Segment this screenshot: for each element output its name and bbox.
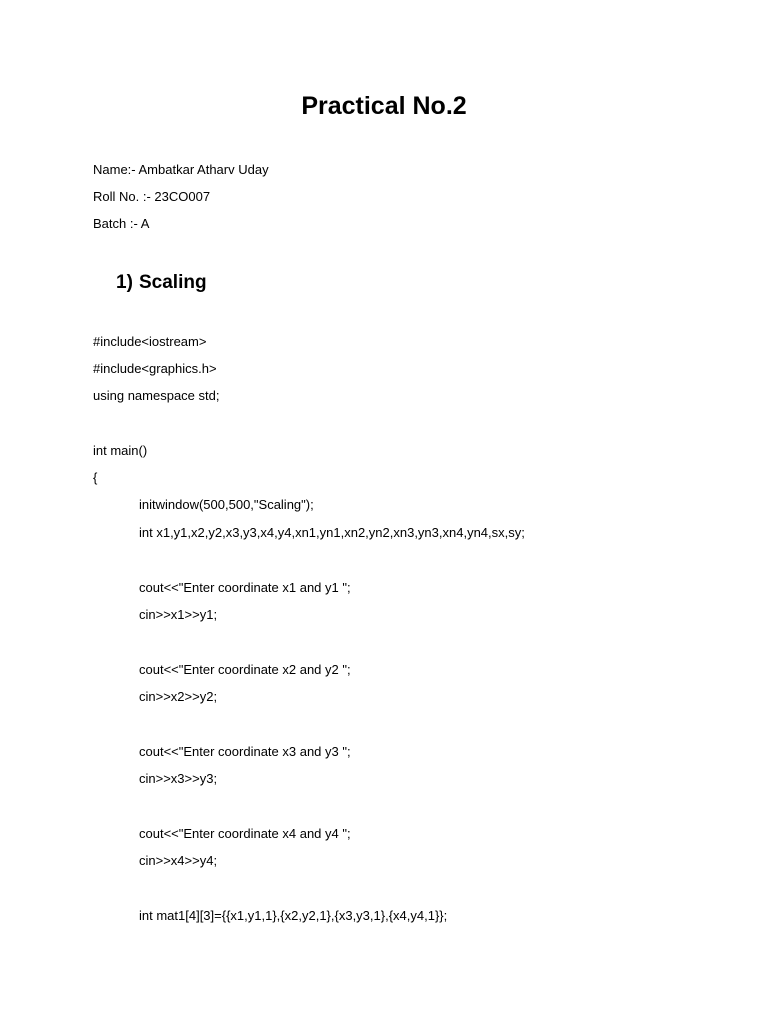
section-heading	[116, 271, 207, 295]
section-number: 1)	[116, 272, 133, 293]
code-line: cout<<"Enter coordinate x3 and y3 ";	[139, 744, 351, 759]
code-line: cin>>x1>>y1;	[139, 607, 218, 622]
code-line: {	[93, 470, 98, 485]
code-line: int mat1[4][3]={{x1,y1,1},{x2,y2,1},{x3,y3,1},{x4,y4,1}};	[139, 908, 448, 923]
roll-number: Roll No. :- 23CO007	[93, 189, 211, 204]
code-line: #include<graphics.h>	[93, 361, 217, 376]
code-line: int x1,y1,x2,y2,x3,y3,x4,y4,xn1,yn1,xn2,yn2,xn3,yn3,xn4,yn4,sx,sy;	[139, 525, 525, 540]
code-line: cin>>x3>>y3;	[139, 771, 218, 786]
code-line: cout<<"Enter coordinate x1 and y1 ";	[139, 580, 351, 595]
code-line: cout<<"Enter coordinate x4 and y4 ";	[139, 826, 351, 841]
code-line: cin>>x2>>y2;	[139, 689, 218, 704]
code-line: cout<<"Enter coordinate x2 and y2 ";	[139, 662, 351, 677]
student-name: Name:- Ambatkar Atharv Uday	[93, 162, 269, 177]
section-label: Scaling	[139, 272, 207, 293]
batch: Batch :- A	[93, 216, 150, 231]
code-line: using namespace std;	[93, 388, 220, 403]
code-line: int main()	[93, 443, 148, 458]
code-line: cin>>x4>>y4;	[139, 853, 218, 868]
code-line: initwindow(500,500,"Scaling");	[139, 497, 314, 512]
page-title: Practical No.2	[301, 92, 467, 120]
code-line: #include<iostream>	[93, 334, 207, 349]
